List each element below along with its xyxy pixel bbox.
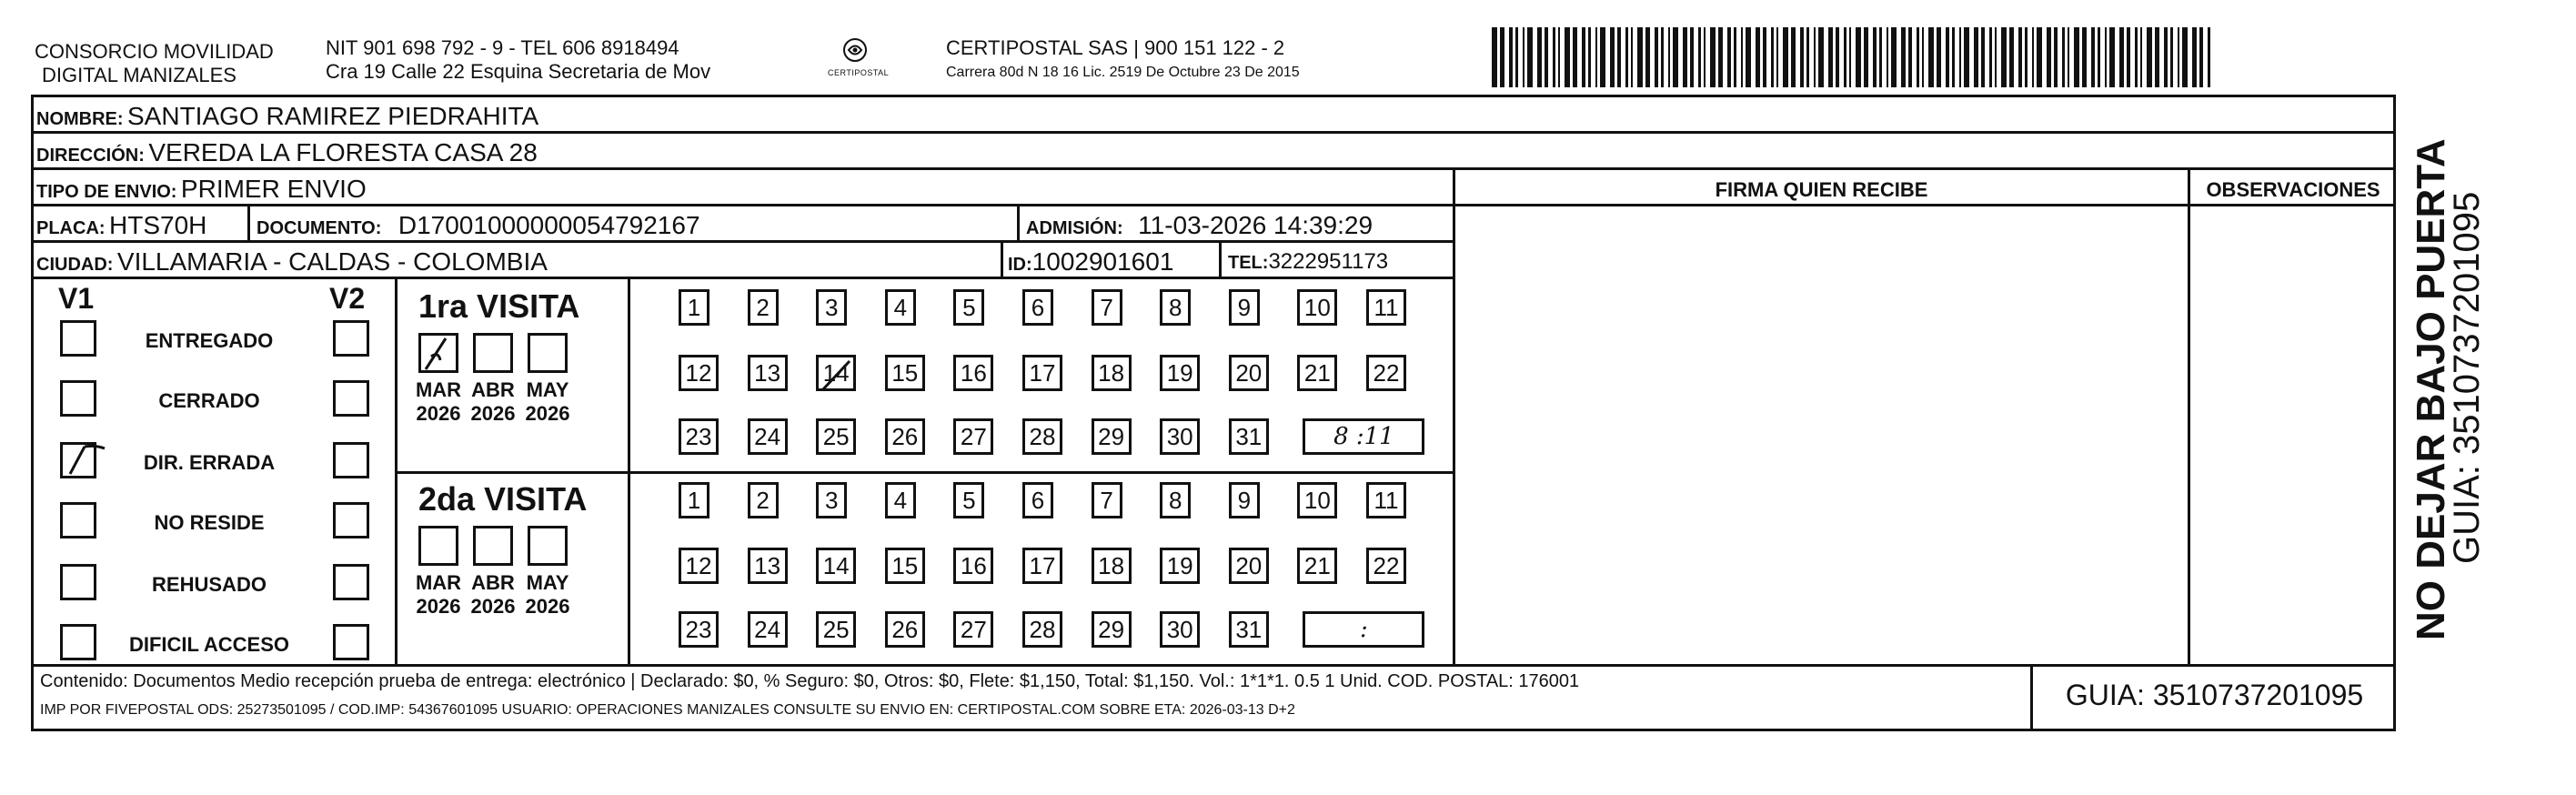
day-box[interactable]: 16	[953, 355, 993, 391]
day-box[interactable]: 7	[1092, 482, 1122, 518]
status-option-label: DIR. ERRADA	[143, 451, 276, 474]
day-box[interactable]: 29	[1092, 611, 1132, 648]
status-option-label: CERRADO	[158, 389, 260, 412]
day-box[interactable]: 25	[816, 418, 856, 455]
day-box[interactable]: 13	[748, 355, 788, 391]
day-box[interactable]: 23	[679, 611, 719, 648]
status-option-label: DIFICIL ACCESO	[128, 633, 289, 656]
month-label	[518, 378, 577, 426]
month-checkbox[interactable]	[418, 526, 458, 566]
day-box[interactable]: 28	[1022, 418, 1062, 455]
column-divider	[1453, 167, 1455, 664]
admision-field: ADMISIÓN: 11-03-2026 14:39:29	[1026, 211, 1374, 239]
month-label	[464, 378, 522, 426]
day-box[interactable]: 30	[1160, 611, 1200, 648]
day-box[interactable]: 1	[679, 482, 709, 518]
carrier-info: CERTIPOSTAL SAS | 900 151 122 - 2 Carrera 80d N 18 16 Lic. 2519 De Octubre 23 De 2015	[946, 36, 1300, 80]
row-divider	[1453, 204, 2396, 206]
v2-checkbox[interactable]	[333, 442, 369, 478]
month-label	[409, 378, 468, 426]
day-box[interactable]: 18	[1092, 548, 1132, 584]
day-box[interactable]: 18	[1092, 355, 1132, 391]
day-box[interactable]: 11	[1366, 289, 1406, 326]
day-box[interactable]: 3	[816, 482, 847, 518]
status-option-label: REHUSADO	[152, 573, 267, 596]
visit2-title: 2da VISITA	[418, 480, 588, 518]
certipostal-logo: CERTIPOSTAL	[828, 36, 882, 87]
month-name: MAY	[526, 571, 569, 594]
contenido-line: Contenido: Documentos Medio recepción prueba de entrega: electrónico | Declarado: $0, % Seguro: $0, Otros: $0, Flete: $1,150, Total: $1,150. Vol.: 1*1*1. 0.5 1 Unid. COD. POSTAL: 176001	[40, 671, 1580, 691]
barcode	[1492, 27, 2219, 91]
ciudad-field: CIUDAD: VILLAMARIA - CALDAS - COLOMBIA	[36, 247, 548, 276]
nombre-row: NOMBRE: SANTIAGO RAMIREZ PIEDRAHITA	[36, 102, 539, 130]
row-divider	[31, 167, 2396, 170]
day-box[interactable]: 3	[816, 289, 847, 326]
direccion-row: DIRECCIÓN: VEREDA LA FLORESTA CASA 28	[36, 138, 538, 166]
documento-field: DOCUMENTO: D17001000000054792167	[257, 211, 700, 239]
month-checkbox[interactable]	[473, 333, 513, 373]
v2-checkbox[interactable]	[333, 380, 369, 417]
column-divider	[1017, 204, 1020, 240]
day-box[interactable]: 23	[679, 418, 719, 455]
day-box[interactable]: 12	[679, 548, 719, 584]
month-year: 2026	[470, 595, 516, 618]
month-name: MAY	[526, 378, 569, 401]
tel-field: TEL:3222951173	[1228, 249, 1389, 274]
day-box[interactable]: 26	[885, 611, 925, 648]
month-name: ABR	[471, 571, 515, 594]
row-divider	[395, 471, 1453, 474]
day-box[interactable]: 28	[1022, 611, 1062, 648]
v1-checkbox[interactable]	[60, 502, 96, 538]
row-divider	[31, 664, 2396, 667]
day-box[interactable]: 17	[1022, 355, 1062, 391]
day-box[interactable]: 22	[1366, 548, 1406, 584]
row-divider	[31, 240, 1453, 243]
v1-checkbox[interactable]	[60, 442, 96, 478]
day-box[interactable]: 17	[1022, 548, 1062, 584]
month-label	[464, 571, 522, 619]
company-contact: NIT 901 698 792 - 9 - TEL 606 8918494 Cra 19 Calle 22 Esquina Secretaria de Mov	[326, 36, 711, 83]
day-box[interactable]: 8	[1160, 482, 1191, 518]
month-year: 2026	[416, 402, 461, 425]
column-divider	[247, 204, 250, 240]
row-divider	[31, 204, 1453, 206]
day-box[interactable]: 5	[953, 289, 984, 326]
placa-field: PLACA: HTS70H	[36, 211, 207, 239]
day-box[interactable]: 19	[1160, 355, 1200, 391]
day-box[interactable]: 6	[1022, 289, 1053, 326]
month-checkbox[interactable]	[473, 526, 513, 566]
month-year: 2026	[525, 402, 570, 425]
row-divider	[31, 131, 2396, 134]
day-box[interactable]: 13	[748, 548, 788, 584]
day-box[interactable]: 15	[885, 355, 925, 391]
observaciones-header: OBSERVACIONES	[2206, 178, 2380, 201]
firma-header: FIRMA QUIEN RECIBE	[1715, 178, 1928, 201]
visit1-title: 1ra VISITA	[418, 287, 580, 325]
v2-checkbox[interactable]	[333, 502, 369, 538]
day-box[interactable]: 2	[748, 482, 779, 518]
day-box[interactable]: 1	[679, 289, 709, 326]
day-box[interactable]: 5	[953, 482, 984, 518]
day-box[interactable]: 7	[1092, 289, 1122, 326]
day-box[interactable]: 4	[885, 289, 916, 326]
month-name: ABR	[471, 378, 515, 401]
v2-label: V2	[329, 282, 366, 315]
month-label	[409, 571, 468, 619]
day-box[interactable]: 8	[1160, 289, 1191, 326]
day-box[interactable]: 14	[816, 355, 856, 391]
month-year: 2026	[470, 402, 516, 425]
day-box[interactable]: 24	[748, 611, 788, 648]
v1-checkbox[interactable]	[60, 320, 96, 357]
tipo-envio-row: TIPO DE ENVIO: PRIMER ENVIO	[36, 175, 367, 203]
day-box[interactable]: 26	[885, 418, 925, 455]
day-box[interactable]: 21	[1297, 548, 1337, 584]
id-field: ID:1002901601	[1008, 247, 1174, 276]
v1-checkbox[interactable]	[60, 624, 96, 660]
month-name: MAR	[415, 571, 462, 594]
v2-checkbox[interactable]	[333, 564, 369, 600]
month-checkbox[interactable]	[528, 526, 568, 566]
day-box[interactable]: 9	[1229, 289, 1260, 326]
day-box[interactable]: 12	[679, 355, 719, 391]
time-box[interactable]: :	[1303, 611, 1424, 648]
day-box[interactable]: 16	[953, 548, 993, 584]
month-year: 2026	[416, 595, 461, 618]
month-label	[518, 571, 577, 619]
day-box[interactable]: 31	[1229, 418, 1269, 455]
guia-box: GUIA: 3510737201095	[2065, 679, 2364, 711]
status-option-label: NO RESIDE	[154, 511, 265, 534]
day-box[interactable]: 4	[885, 482, 916, 518]
column-divider	[1001, 240, 1003, 277]
v1-checkbox[interactable]	[60, 564, 96, 600]
v2-checkbox[interactable]	[333, 320, 369, 357]
day-box[interactable]: 10	[1297, 289, 1337, 326]
day-box[interactable]: 6	[1022, 482, 1053, 518]
day-box[interactable]: 27	[953, 418, 993, 455]
column-divider	[1219, 240, 1222, 277]
day-box[interactable]: 31	[1229, 611, 1269, 648]
company-name: CONSORCIO MOVILIDAD DIGITAL MANIZALES	[35, 40, 274, 86]
day-box[interactable]: 25	[816, 611, 856, 648]
day-box[interactable]: 14	[816, 548, 856, 584]
day-box[interactable]: 30	[1160, 418, 1200, 455]
column-divider	[395, 277, 397, 664]
day-box[interactable]: 19	[1160, 548, 1200, 584]
status-option-label: ENTREGADO	[145, 329, 274, 352]
no-dejar-warning: NO DEJAR BAJO PUERTA	[2409, 138, 2453, 640]
time-box[interactable]: 8 :11	[1303, 418, 1424, 455]
month-checkbox[interactable]	[418, 333, 458, 373]
v1-checkbox[interactable]	[60, 380, 96, 417]
day-box[interactable]: 24	[748, 418, 788, 455]
month-name: MAR	[415, 378, 462, 401]
month-year: 2026	[525, 595, 570, 618]
day-box[interactable]: 20	[1229, 548, 1269, 584]
v1-label: V1	[58, 282, 95, 315]
month-checkbox[interactable]	[528, 333, 568, 373]
column-divider	[2188, 167, 2190, 664]
day-box[interactable]: 22	[1366, 355, 1406, 391]
day-box[interactable]: 15	[885, 548, 925, 584]
day-box[interactable]: 27	[953, 611, 993, 648]
logo-icon	[840, 36, 870, 64]
day-box[interactable]: 10	[1297, 482, 1337, 518]
day-box[interactable]: 9	[1229, 482, 1260, 518]
v2-checkbox[interactable]	[333, 624, 369, 660]
day-box[interactable]: 2	[748, 289, 779, 326]
side-guia: GUIA: 3510737201095	[2447, 191, 2487, 564]
row-divider	[31, 277, 1453, 279]
imp-line: IMP POR FIVEPOSTAL ODS: 25273501095 / COD.IMP: 54367601095 USUARIO: OPERACIONES MANIZALES CONSULTE SU ENVIO EN: CERTIPOSTAL.COM SOBRE ETA: 2026-03-13 D+2	[40, 702, 1295, 718]
day-box[interactable]: 20	[1229, 355, 1269, 391]
day-box[interactable]: 11	[1366, 482, 1406, 518]
day-box[interactable]: 21	[1297, 355, 1337, 391]
day-box[interactable]: 29	[1092, 418, 1132, 455]
column-divider	[628, 277, 630, 664]
